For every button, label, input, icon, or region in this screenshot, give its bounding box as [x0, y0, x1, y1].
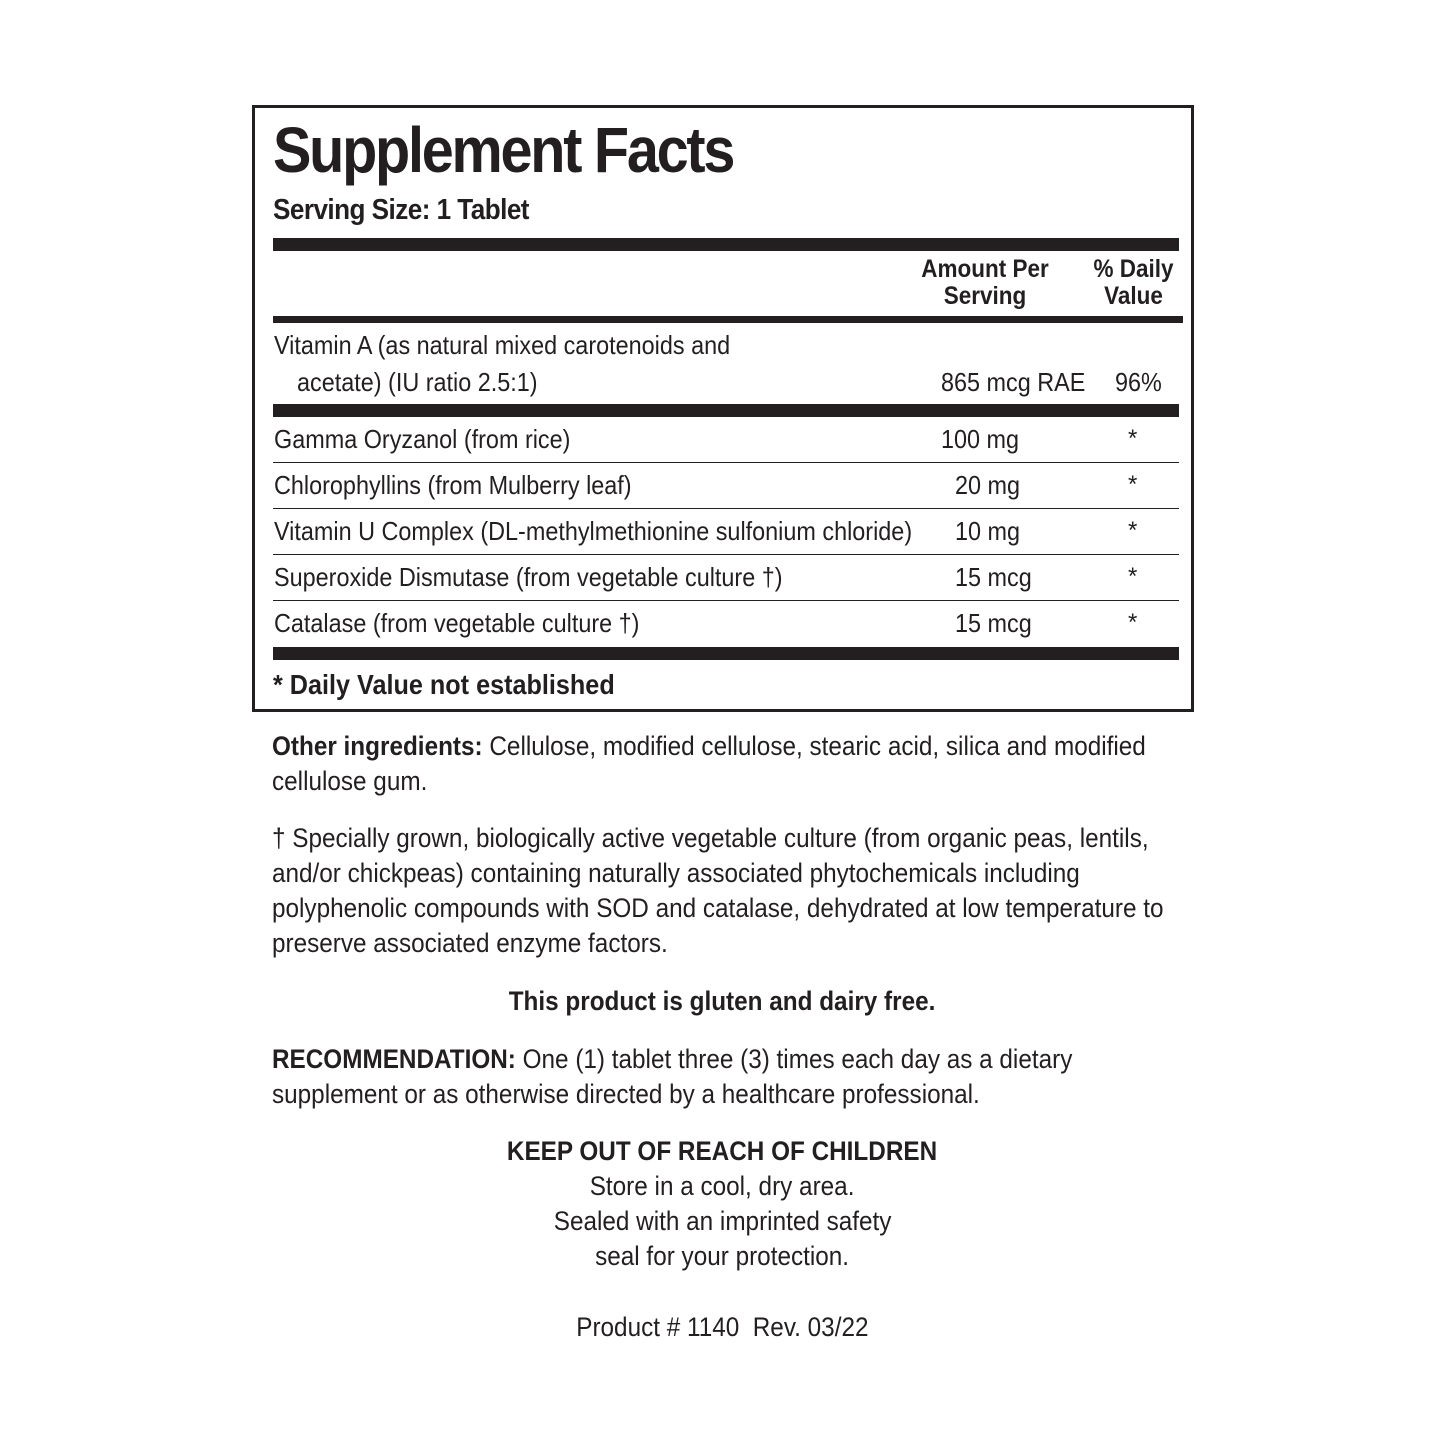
- thick-divider: [273, 238, 1179, 251]
- row-catalase-amount: 15 mcg: [955, 608, 1032, 638]
- row-gamma-oryzanol-name: Gamma Oryzanol (from rice): [274, 424, 571, 454]
- row-vitamin-a-dv: 96%: [1115, 367, 1162, 397]
- warning-line-2: Sealed with an imprinted safety: [553, 1206, 892, 1236]
- panel-title: Supplement Facts: [273, 114, 734, 186]
- recommendation-label: RECOMMENDATION:: [272, 1044, 516, 1074]
- row-chlorophyllins-name: Chlorophyllins (from Mulberry leaf): [274, 470, 632, 500]
- gluten-statement: This product is gluten and dairy free.: [509, 986, 936, 1016]
- row-superoxide-dismutase-dv: *: [1128, 563, 1138, 590]
- row-divider: [273, 508, 1179, 509]
- warning-line-3: seal for your protection.: [595, 1241, 850, 1271]
- recommendation-text: One (1) tablet three (3) times each day as a dietary supplement or as otherwise directed by a healthcare professional.: [272, 1044, 1073, 1109]
- thick-divider: [273, 647, 1179, 660]
- row-vitamin-a-amount: 865 mcg RAE: [941, 367, 1086, 397]
- thick-divider: [273, 404, 1179, 417]
- row-divider: [273, 600, 1179, 601]
- row-superoxide-dismutase-name: Superoxide Dismutase (from vegetable culture †): [274, 562, 783, 592]
- row-vitamin-u-amount: 10 mg: [955, 516, 1021, 546]
- row-vitamin-a-name-line1: Vitamin A (as natural mixed carotenoids and: [274, 330, 731, 360]
- row-chlorophyllins-dv: *: [1128, 471, 1138, 498]
- dagger-note: † Specially grown, biologically active vegetable culture (from organic peas, lentils, and/or chickpeas) containing naturally associated phytochemicals including polyphenolic compounds with SOD and catalase, dehydrated at low temperature to preserve associated enzyme factors.: [272, 823, 1164, 958]
- header-amount-per-serving: Amount Per Serving: [921, 255, 1049, 310]
- row-gamma-oryzanol-dv: *: [1128, 425, 1138, 452]
- row-vitamin-u-name: Vitamin U Complex (DL-methylmethionine sulfonium chloride): [274, 516, 913, 546]
- daily-value-footnote: * Daily Value not established: [273, 669, 615, 700]
- row-divider: [273, 554, 1179, 555]
- header-divider: [273, 316, 1183, 323]
- row-chlorophyllins-amount: 20 mg: [955, 470, 1021, 500]
- row-divider: [273, 462, 1179, 463]
- row-gamma-oryzanol-amount: 100 mg: [941, 424, 1020, 454]
- other-ingredients: [272, 729, 1181, 799]
- warning-heading: KEEP OUT OF REACH OF CHILDREN: [507, 1136, 938, 1166]
- supplement-facts-panel: [252, 105, 1194, 712]
- row-superoxide-dismutase-amount: 15 mcg: [955, 562, 1032, 592]
- row-vitamin-u-dv: *: [1128, 517, 1138, 544]
- recommendation: [272, 1042, 1181, 1112]
- warning-line-1: Store in a cool, dry area.: [590, 1171, 855, 1201]
- serving-size: Serving Size: 1 Tablet: [273, 194, 529, 226]
- row-vitamin-a-name-line2: acetate) (IU ratio 2.5:1): [297, 367, 538, 397]
- row-catalase-name: Catalase (from vegetable culture †): [274, 608, 640, 638]
- other-ingredients-label: Other ingredients:: [272, 731, 483, 761]
- product-info: Product # 1140 Rev. 03/22: [576, 1312, 869, 1342]
- header-daily-value: % Daily Value: [1093, 255, 1174, 310]
- row-catalase-dv: *: [1128, 609, 1138, 636]
- other-ingredients-text: Cellulose, modified cellulose, stearic acid, silica and modified cellulose gum.: [272, 731, 1146, 796]
